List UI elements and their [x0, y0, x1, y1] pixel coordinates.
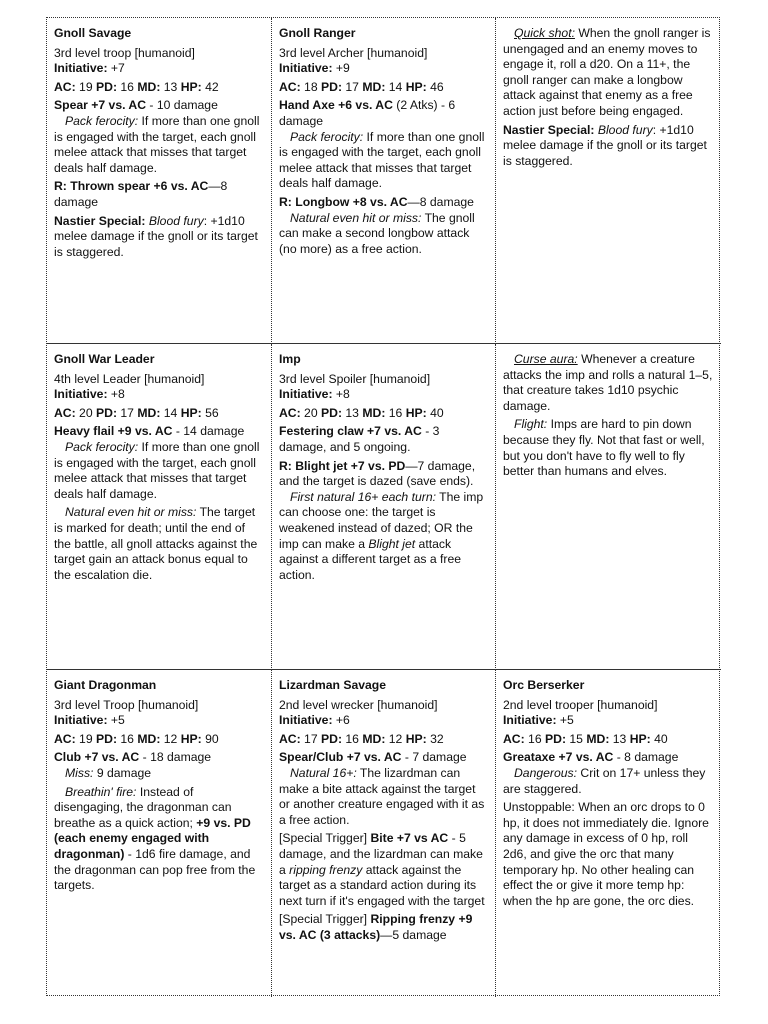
text-run: PD: [321, 79, 343, 94]
card-paragraph [54, 214, 265, 261]
text-run: Gnoll Ranger [279, 26, 356, 40]
card-paragraph [279, 912, 489, 943]
text-run: Initiative: [503, 713, 557, 728]
text-run: MD: [362, 79, 386, 94]
card-paragraph [503, 713, 715, 729]
text-run: 12 [385, 731, 406, 746]
card-paragraph [54, 440, 265, 502]
card-paragraph [54, 505, 265, 583]
text-run: HP: [629, 731, 651, 746]
card-title [503, 678, 715, 694]
card-title [279, 352, 489, 368]
card-paragraph [279, 130, 489, 192]
text-run: Gnoll Savage [54, 26, 132, 40]
card-paragraph [503, 800, 715, 909]
text-run: 2nd level trooper [humanoid] [503, 697, 658, 712]
text-run: +5 [556, 713, 574, 728]
text-run: +6 [332, 713, 350, 728]
text-run: Miss: [65, 765, 94, 780]
text-run: 42 [201, 79, 219, 94]
text-run: 56 [201, 405, 219, 420]
text-run: Dangerous: [514, 765, 578, 780]
text-run: ripping frenzy [289, 862, 363, 877]
text-run: - 1d6 fire damage, and the dragonman can pop free from the targets. [54, 846, 256, 893]
text-run: When the gnoll ranger is unengaged and an enemy moves to engage it, roll a d20. On a 11+, the gnoll ranger can make a longbow attack against that enemy as a free action just before being engaged. [503, 26, 711, 118]
text-run: Spear/Club +7 vs. AC [279, 750, 402, 765]
card-paragraph [279, 459, 489, 490]
card-paragraph [279, 372, 489, 388]
text-run: [Special Trigger] [279, 912, 371, 927]
card-paragraph [279, 387, 489, 403]
text-run: MD: [137, 731, 161, 746]
card-paragraph [54, 179, 265, 210]
text-run: The target is marked for death; until the end of the battle, all gnoll attacks against the target gain an attack bonus equal to the escalation die. [54, 505, 258, 582]
text-run: 20 [300, 405, 322, 420]
card-paragraph [279, 490, 489, 584]
text-run: Greataxe +7 vs. AC [503, 750, 614, 765]
text-run: Ripping frenzy +9 vs. AC (3 attacks) [279, 912, 473, 942]
card-paragraph [503, 352, 715, 414]
text-run: attack against the target as a standard action during its next turn if it's engaged with the target [279, 862, 485, 908]
text-run: Blight jet [368, 536, 416, 551]
text-run: Pack ferocity: [65, 439, 139, 454]
card-paragraph [279, 46, 489, 62]
card-giant-dragonman [47, 670, 272, 997]
text-run: (2 Atks) - 6 damage [279, 98, 456, 128]
text-run: MD: [586, 731, 610, 746]
text-run: +5 [107, 713, 125, 728]
card-gnoll-ranger-continued [496, 18, 721, 344]
card-paragraph [279, 750, 489, 766]
text-run: The gnoll can make a second longbow attack (no more) as a free action. [279, 210, 475, 256]
card-paragraph [279, 732, 489, 748]
text-run: PD: [96, 79, 118, 94]
text-run: Nastier Special: [54, 213, 146, 228]
text-run: 13 [609, 731, 630, 746]
text-run: Gnoll War Leader [54, 352, 155, 366]
text-run: - 14 damage [172, 424, 245, 439]
text-run: If more than one gnoll is engaged with the target, each gnoll melee attack that misses that target deals half damage. [54, 113, 260, 175]
text-run: HP: [180, 731, 202, 746]
text-run: Nastier Special: [503, 122, 595, 137]
text-run: AC: [54, 405, 76, 420]
text-run: 17 [342, 79, 363, 94]
card-paragraph [54, 406, 265, 422]
card-paragraph [279, 831, 489, 909]
text-run: PD: [545, 731, 567, 746]
card-lizardman-savage [272, 670, 496, 997]
card-orc-berserker [496, 670, 721, 997]
card-paragraph [54, 785, 265, 894]
card-paragraph [503, 732, 715, 748]
text-run: +8 [107, 387, 125, 402]
text-run: Heavy flail +9 vs. AC [54, 424, 173, 439]
text-run: attack against a different target as a free action. [279, 536, 462, 582]
card-gnoll-savage [47, 18, 272, 344]
card-paragraph [279, 211, 489, 258]
card-title [279, 678, 489, 694]
text-run: —5 damage [380, 927, 447, 942]
text-run: - 5 damage, and the lizardman can make a [279, 831, 483, 877]
card-imp [272, 344, 496, 670]
text-run: - 3 damage, and 5 ongoing. [279, 424, 440, 454]
card-paragraph [54, 387, 265, 403]
card-title [279, 26, 489, 42]
text-run: Imps are hard to pin down because they fly. Not that fast or well, but you don't have to fly well to fly better than humans and elves. [503, 417, 705, 479]
card-imp-continued [496, 344, 721, 670]
text-run: MD: [137, 79, 161, 94]
text-run: AC: [503, 731, 525, 746]
text-run: First natural 16+ each turn: [290, 489, 436, 504]
card-paragraph [54, 732, 265, 748]
text-run: Initiative: [54, 387, 108, 402]
card-title [54, 678, 265, 694]
card-paragraph [54, 80, 265, 96]
text-run: - 18 damage [139, 750, 212, 765]
text-run: 16 [524, 731, 546, 746]
text-run: 9 damage [93, 765, 152, 780]
text-run: 19 [75, 731, 97, 746]
text-run: Crit on 17+ unless they are staggered. [503, 765, 706, 796]
text-run: Natural even hit or miss: [290, 210, 422, 225]
card-paragraph [279, 406, 489, 422]
text-run: HP: [180, 405, 202, 420]
stat-card-sheet [46, 17, 720, 996]
card-paragraph [54, 424, 265, 440]
text-run: AC: [279, 79, 301, 94]
text-run: - 7 damage [401, 750, 467, 765]
text-run: 16 [117, 731, 138, 746]
text-run: Festering claw +7 vs. AC [279, 424, 422, 439]
text-run: HP: [405, 79, 427, 94]
text-run: Orc Berserker [503, 678, 585, 692]
text-run: Lizardman Savage [279, 678, 387, 692]
text-run: 17 [117, 405, 138, 420]
text-run: 14 [160, 405, 181, 420]
text-run: AC: [279, 405, 301, 420]
text-run: 13 [342, 405, 363, 420]
text-run: AC: [54, 731, 76, 746]
card-gnoll-ranger [272, 18, 496, 344]
text-run: Initiative: [54, 61, 108, 76]
card-gnoll-war-leader [47, 344, 272, 670]
text-run: Bite +7 vs AC [370, 831, 449, 846]
text-run: 3rd level Spoiler [humanoid] [279, 371, 431, 386]
card-paragraph [54, 750, 265, 766]
text-run: If more than one gnoll is engaged with the target, each gnoll melee attack that misses that target deals half damage. [279, 129, 485, 191]
text-run: 40 [426, 405, 444, 420]
text-run: Club +7 vs. AC [54, 750, 140, 765]
text-run: Pack ferocity: [65, 113, 139, 128]
text-run: 20 [75, 405, 97, 420]
text-run: R: Thrown spear +6 vs. AC [54, 179, 209, 194]
text-run: +7 [107, 61, 125, 76]
text-run: : +1d10 melee damage if the gnoll or its target is staggered. [503, 122, 707, 168]
text-run: Natural 16+: [290, 765, 357, 780]
text-run: AC: [279, 731, 301, 746]
text-run: R: Longbow +8 vs. AC [279, 194, 408, 209]
card-title [54, 352, 265, 368]
text-run: Blood fury [597, 122, 653, 137]
text-run: 3rd level Archer [humanoid] [279, 45, 428, 60]
text-run: MD: [362, 731, 386, 746]
text-run: 18 [300, 79, 322, 94]
card-paragraph [503, 123, 715, 170]
card-paragraph [503, 698, 715, 714]
text-run: The imp can choose one: the target is weakened instead of dazed; OR the imp can make a [279, 489, 484, 551]
text-run: 3rd level troop [humanoid] [54, 45, 195, 60]
text-run: 40 [650, 731, 668, 746]
text-run: +9 [332, 61, 350, 76]
card-paragraph [54, 61, 265, 77]
text-run: PD: [321, 405, 343, 420]
text-run: Spear +7 vs. AC [54, 98, 147, 113]
card-paragraph [54, 46, 265, 62]
text-run: Imp [279, 352, 301, 366]
text-run: PD: [321, 731, 343, 746]
text-run: 13 [160, 79, 181, 94]
text-run: Instead of disengaging, the dragonman can breathe as a quick action; [54, 784, 232, 830]
text-run: HP: [405, 405, 427, 420]
text-run: 12 [160, 731, 181, 746]
card-paragraph [279, 713, 489, 729]
text-run: 16 [117, 79, 138, 94]
text-run: AC: [54, 79, 76, 94]
text-run: HP: [405, 731, 427, 746]
text-run: Initiative: [279, 713, 333, 728]
card-paragraph [503, 750, 715, 766]
text-run: Curse aura: [514, 352, 578, 366]
card-paragraph [54, 114, 265, 176]
text-run: Hand Axe +6 vs. AC [279, 98, 393, 113]
card-paragraph [503, 26, 715, 120]
text-run: PD: [96, 405, 118, 420]
text-run: R: Blight jet +7 vs. PD [279, 458, 406, 473]
text-run: +8 [332, 387, 350, 402]
text-run: 16 [342, 731, 363, 746]
text-run: PD: [96, 731, 118, 746]
text-run: 14 [385, 79, 406, 94]
text-run: 4th level Leader [humanoid] [54, 371, 205, 386]
text-run: If more than one gnoll is engaged with the target, each gnoll melee attack that misses that target deals half damage. [54, 439, 260, 501]
card-paragraph [54, 372, 265, 388]
text-run: —8 damage [54, 179, 228, 209]
text-run: Initiative: [54, 713, 108, 728]
text-run: The lizardman can make a bite attack against the target or another creature engaged with it as a free action. [279, 765, 485, 827]
text-run: Initiative: [279, 61, 333, 76]
text-run: +9 vs. PD (each enemy engaged with dragonman) [54, 815, 251, 861]
card-paragraph [54, 766, 265, 782]
text-run: —7 damage, and the target is dazed (save ends). [279, 458, 476, 489]
card-paragraph [279, 766, 489, 828]
text-run: Whenever a creature attacks the imp and rolls a natural 1–5, that creature takes 1d10 psychic damage. [503, 352, 713, 413]
text-run: 19 [75, 79, 97, 94]
text-run: 32 [426, 731, 444, 746]
text-run: HP: [180, 79, 202, 94]
text-run: 46 [426, 79, 444, 94]
card-paragraph [54, 713, 265, 729]
text-run: 16 [385, 405, 406, 420]
card-title [54, 26, 265, 42]
card-paragraph [279, 424, 489, 455]
text-run: —8 damage [407, 194, 474, 209]
card-paragraph [54, 698, 265, 714]
card-paragraph [503, 766, 715, 797]
card-paragraph [279, 698, 489, 714]
card-paragraph [279, 98, 489, 129]
card-paragraph [503, 417, 715, 479]
card-paragraph [279, 195, 489, 211]
text-run: Pack ferocity: [290, 129, 364, 144]
text-run: Natural even hit or miss: [65, 505, 197, 520]
card-paragraph [54, 98, 265, 114]
text-run: : +1d10 melee damage if the gnoll or its target is staggered. [54, 213, 258, 259]
text-run: Giant Dragonman [54, 678, 157, 692]
text-run: Blood fury [148, 213, 204, 228]
text-run: 17 [300, 731, 322, 746]
text-run: - 10 damage [146, 98, 218, 113]
text-run: 2nd level wrecker [humanoid] [279, 697, 438, 712]
card-paragraph [279, 61, 489, 77]
card-paragraph [279, 80, 489, 96]
text-run: 3rd level Troop [humanoid] [54, 697, 199, 712]
text-run: 15 [566, 731, 587, 746]
text-run: 90 [201, 731, 219, 746]
text-run: Unstoppable: When an orc drops to 0 hp, it does not immediately die. Ignore any damage in excess of 0 hp, roll 2d6, and give the orc that many temporary hp. No other healing can effect the or give it more temp hp: when the hp are gone, the orc dies. [503, 800, 709, 908]
text-run: Initiative: [279, 387, 333, 402]
text-run: - 8 damage [613, 750, 679, 765]
text-run: Quick shot: [514, 26, 575, 40]
text-run: MD: [137, 405, 161, 420]
text-run: Breathin' fire: [65, 784, 137, 799]
text-run: [Special Trigger] [279, 831, 371, 846]
text-run: Flight: [514, 417, 548, 432]
text-run: MD: [362, 405, 386, 420]
